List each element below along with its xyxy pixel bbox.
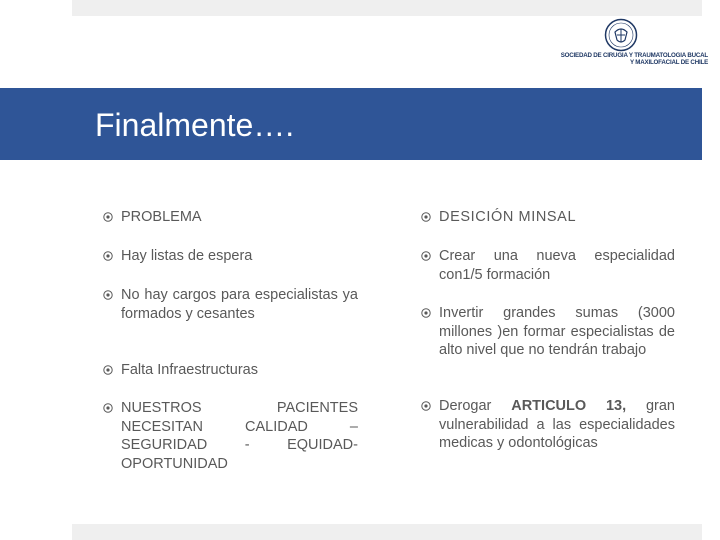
- logo-line-2: Y MAXILOFACIAL DE CHILE: [629, 59, 708, 66]
- slide-title: Finalmente….: [95, 107, 295, 143]
- left-item-pacientes: [103, 399, 358, 473]
- left-item-text: PROBLEMA: [121, 209, 202, 225]
- left-item-listas: [103, 247, 358, 266]
- society-emblem-icon: [604, 18, 638, 52]
- target-bullet-icon: [103, 286, 121, 304]
- right-item-decision: [421, 208, 675, 227]
- target-bullet-icon: [103, 361, 121, 379]
- right-item-text: Crear una nueva especialidad con1/5 formación: [439, 248, 675, 283]
- target-bullet-icon: [103, 247, 121, 265]
- target-bullet-icon: [103, 208, 121, 226]
- left-item-text: NUESTROS PACIENTES NECESITAN CALIDAD – SEGURIDAD - EQUIDAD-OPORTUNIDAD: [121, 400, 358, 472]
- left-item-problema: [103, 208, 358, 227]
- bottom-band: [72, 524, 702, 540]
- right-item-derogar: [421, 397, 675, 453]
- right-item-invertir: [421, 304, 675, 360]
- logo-text: [538, 52, 708, 66]
- left-item-infraestructuras: [103, 361, 358, 380]
- society-logo: [538, 18, 708, 70]
- derogar-suffix: gran vulnerabilidad a las especialidades medicas y odontológicas: [439, 398, 675, 451]
- left-item-text: Falta Infraestructuras: [121, 362, 258, 378]
- target-bullet-icon: [421, 304, 439, 322]
- left-item-text: Hay listas de espera: [121, 248, 253, 264]
- target-bullet-icon: [421, 247, 439, 265]
- logo-line-1: SOCIEDAD DE CIRUGIA Y TRAUMATOLOGIA BUCAL: [560, 52, 708, 59]
- top-band: [72, 0, 702, 16]
- right-item-especialidad: [421, 247, 675, 284]
- articulo-13-bold: ARTICULO 13,: [511, 398, 627, 414]
- left-item-text: No hay cargos para especialistas ya formados y cesantes: [121, 287, 358, 322]
- derogar-prefix: Derogar: [439, 398, 512, 414]
- right-item-text: DESICIÓN MINSAL: [439, 209, 577, 225]
- target-bullet-icon: [421, 208, 439, 226]
- left-item-cargos: [103, 286, 358, 323]
- target-bullet-icon: [103, 399, 121, 417]
- right-item-text: [439, 397, 675, 453]
- target-bullet-icon: [421, 397, 439, 415]
- right-item-text: Invertir grandes sumas (3000 millones )en formar especialistas de alto nivel que no tendrán trabajo: [439, 305, 675, 358]
